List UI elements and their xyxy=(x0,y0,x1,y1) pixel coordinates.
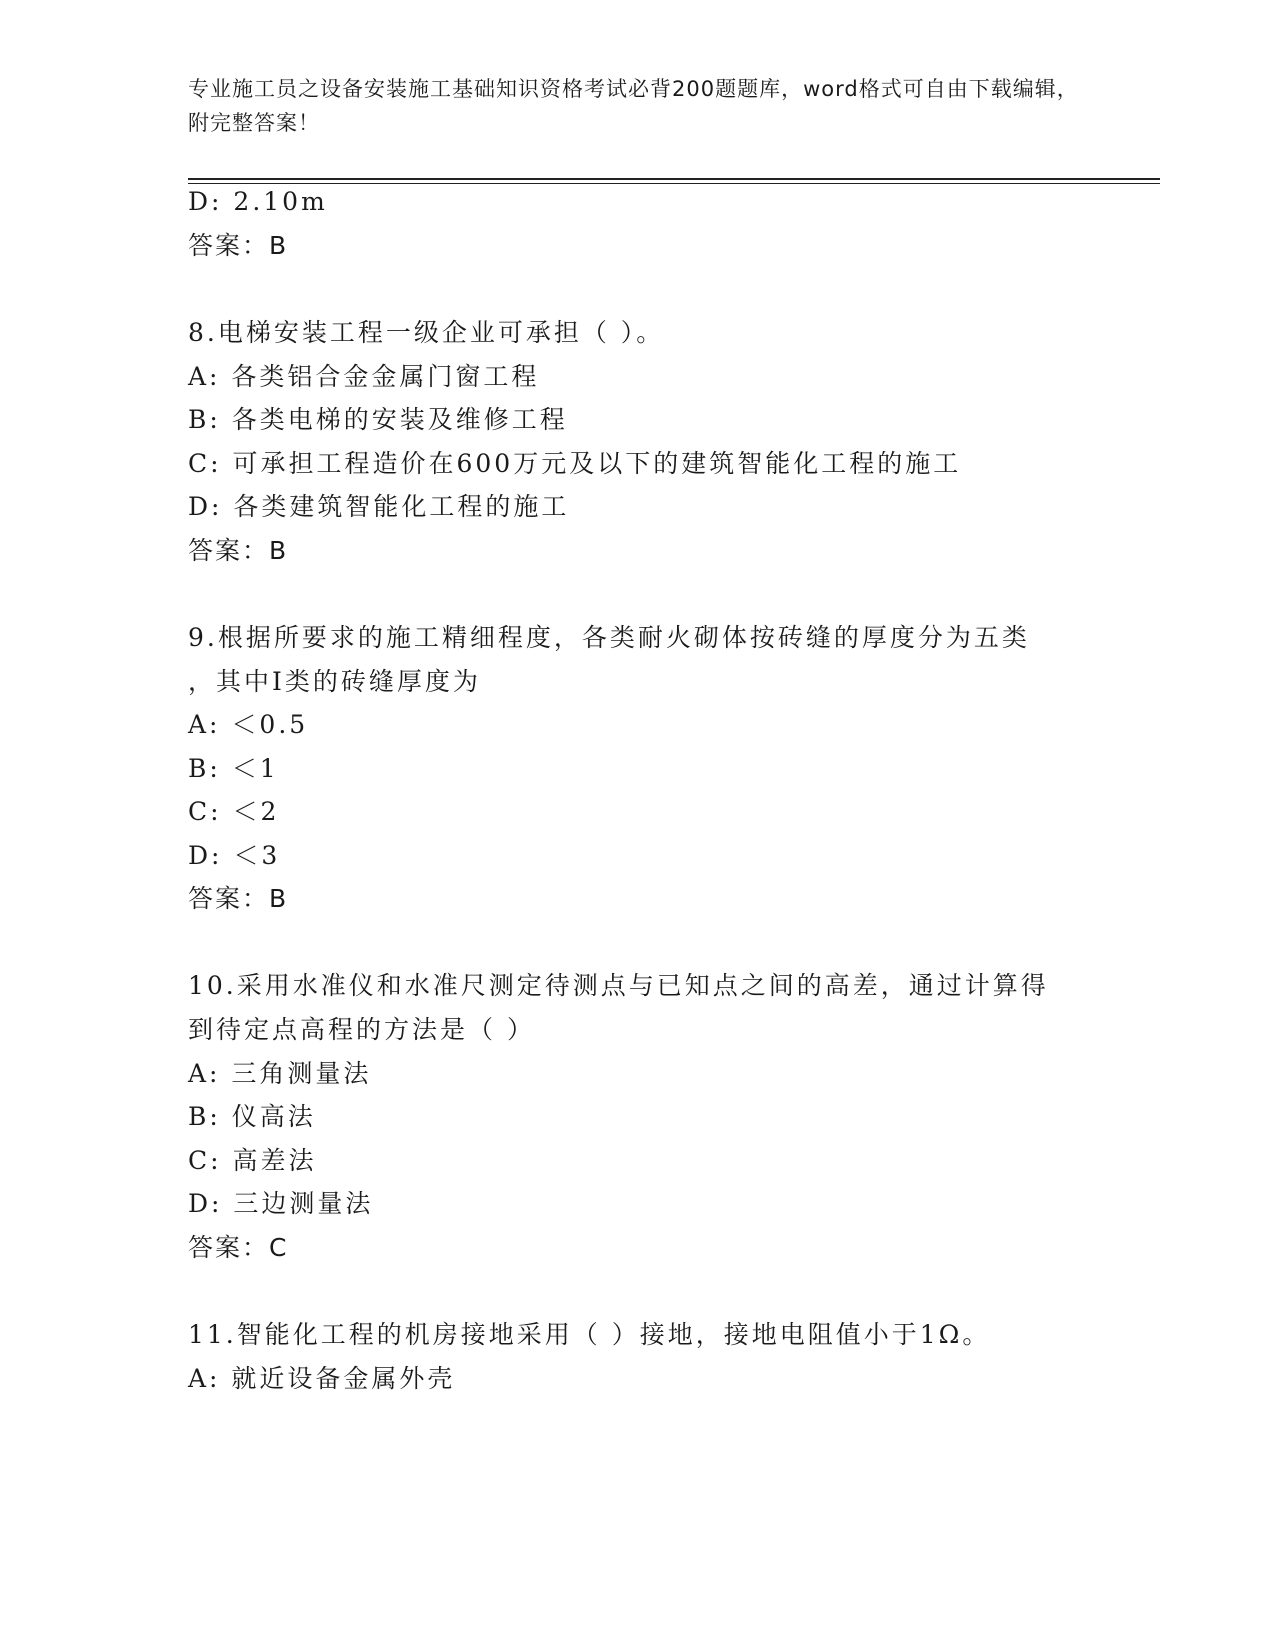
q10-option-c: C: 高差法 xyxy=(188,1146,317,1175)
q8-stem: 8.电梯安装工程一级企业可承担（ ）。 xyxy=(188,318,665,347)
q9-option-a: A: ＜0.5 xyxy=(188,710,309,739)
q11-option-a: A: 就近设备金属外壳 xyxy=(188,1364,456,1393)
q10-stem-line2: 到待定点高程的方法是（ ） xyxy=(188,1015,535,1044)
q10-option-d: D: 三边测量法 xyxy=(188,1189,374,1218)
q8-option-b: B: 各类电梯的安装及维修工程 xyxy=(188,405,568,434)
header-divider xyxy=(188,178,1160,180)
q10-stem-line1: 10.采用水准仪和水准尺测定待测点与已知点之间的高差，通过计算得 xyxy=(188,971,1049,1000)
header-divider-thin xyxy=(188,183,1160,184)
q9-option-c: C: ＜2 xyxy=(188,797,280,826)
q8-option-a: A: 各类铝合金金属门窗工程 xyxy=(188,362,540,391)
q9-stem-line1: 9.根据所要求的施工精细程度，各类耐火砌体按砖缝的厚度分为五类 xyxy=(188,623,1030,652)
q8-answer: 答案：B xyxy=(188,536,289,565)
q8-option-c: C: 可承担工程造价在600万元及以下的建筑智能化工程的施工 xyxy=(188,449,962,478)
q10-option-b: B: 仪高法 xyxy=(188,1102,316,1131)
q8-option-d: D: 各类建筑智能化工程的施工 xyxy=(188,492,570,521)
q11-stem: 11.智能化工程的机房接地采用（ ）接地，接地电阻值小于1Ω。 xyxy=(188,1320,991,1349)
document-header: 专业施工员之设备安装施工基础知识资格考试必背200题题库，word格式可自由下载编辑，附完整答案！ xyxy=(188,77,1079,135)
q10-option-a: A: 三角测量法 xyxy=(188,1059,372,1088)
q9-option-b: B: ＜1 xyxy=(188,754,279,783)
prev-answer: 答案：B xyxy=(188,231,289,260)
q9-answer: 答案：B xyxy=(188,884,289,913)
q10-answer: 答案：C xyxy=(188,1233,289,1262)
q9-option-d: D: ＜3 xyxy=(188,841,281,870)
q9-stem-line2: ，其中Ⅰ类的砖缝厚度为 xyxy=(188,667,481,696)
prev-option-d: D: 2.10m xyxy=(188,187,328,216)
